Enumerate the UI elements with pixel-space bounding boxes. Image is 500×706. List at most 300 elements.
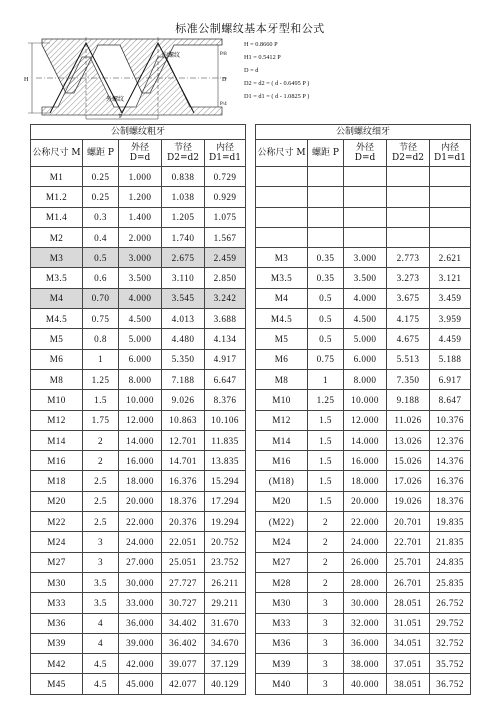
cell-pitch: 0.5 xyxy=(308,329,344,349)
cell-size xyxy=(256,227,308,247)
cell-minor-dia: 19.294 xyxy=(205,512,246,532)
cell-pitch: 1.5 xyxy=(83,390,119,410)
table-row xyxy=(31,471,246,491)
cell-minor-dia: 20.752 xyxy=(205,532,246,552)
cell-minor-dia: 16.376 xyxy=(430,471,471,491)
cell-pitch xyxy=(308,167,344,187)
cell-pitch-dia: 11.026 xyxy=(387,410,430,430)
cell-major-dia: 42.000 xyxy=(119,654,162,674)
cell-pitch: 3.5 xyxy=(83,593,119,613)
cell-size: M8 xyxy=(256,369,308,389)
cell-size: M28 xyxy=(256,572,308,592)
cell-pitch: 1.75 xyxy=(83,410,119,430)
cell-pitch: 1.25 xyxy=(83,369,119,389)
cell-pitch-dia: 7.188 xyxy=(162,369,205,389)
table-row xyxy=(31,369,246,389)
cell-major-dia: 26.000 xyxy=(344,552,387,572)
diagram-label-external: 外螺纹 xyxy=(106,96,125,103)
thread-profile-diagram xyxy=(22,35,237,121)
cell-pitch-dia: 4.480 xyxy=(162,329,205,349)
cell-major-dia: 32.000 xyxy=(344,613,387,633)
table-row xyxy=(31,187,246,207)
header-line: 外径 xyxy=(355,142,374,153)
cell-minor-dia: 12.376 xyxy=(430,430,471,450)
cell-major-dia xyxy=(344,227,387,247)
cell-pitch: 2 xyxy=(308,552,344,572)
cell-major-dia: 28.000 xyxy=(344,572,387,592)
formula-d: D = d xyxy=(244,67,259,74)
table-row xyxy=(256,410,471,430)
table-row xyxy=(256,572,471,592)
cell-pitch: 0.25 xyxy=(83,187,119,207)
cell-pitch-dia xyxy=(387,227,430,247)
cell-size: M27 xyxy=(31,552,83,572)
cell-size: M3 xyxy=(256,248,308,268)
cell-major-dia: 4.500 xyxy=(119,309,162,329)
cell-size: M42 xyxy=(31,654,83,674)
cell-minor-dia: 10.376 xyxy=(430,410,471,430)
cell-minor-dia: 40.129 xyxy=(205,674,246,694)
cell-pitch: 1 xyxy=(83,349,119,369)
cell-major-dia: 45.000 xyxy=(119,674,162,694)
table-row xyxy=(31,532,246,552)
diagram-label-d: D xyxy=(222,77,227,83)
cell-major-dia xyxy=(344,207,387,227)
cell-pitch: 1.5 xyxy=(308,471,344,491)
cell-pitch-dia: 25.051 xyxy=(162,552,205,572)
cell-pitch-dia: 13.026 xyxy=(387,430,430,450)
cell-size: (M22) xyxy=(256,512,308,532)
header-line: 内径 xyxy=(441,142,460,153)
cell-major-dia xyxy=(344,187,387,207)
table-row xyxy=(31,268,246,288)
cell-pitch: 3 xyxy=(308,633,344,653)
diagram-label-p8: P/8 xyxy=(220,52,227,57)
cell-minor-dia: 14.376 xyxy=(430,451,471,471)
cell-major-dia: 10.000 xyxy=(119,390,162,410)
cell-pitch: 4 xyxy=(83,613,119,633)
cell-pitch-dia xyxy=(387,167,430,187)
cell-size: M6 xyxy=(256,349,308,369)
cell-size: M27 xyxy=(256,552,308,572)
cell-major-dia: 24.000 xyxy=(344,532,387,552)
cell-pitch-dia: 20.376 xyxy=(162,512,205,532)
table-row xyxy=(31,207,246,227)
cell-minor-dia: 29.211 xyxy=(205,593,246,613)
cell-pitch: 0.5 xyxy=(308,309,344,329)
cell-pitch-dia: 5.513 xyxy=(387,349,430,369)
cell-size: M36 xyxy=(256,633,308,653)
cell-size: M4 xyxy=(31,288,83,308)
cell-pitch: 3 xyxy=(83,552,119,572)
cell-pitch: 3.5 xyxy=(83,572,119,592)
cell-pitch-dia: 38.051 xyxy=(387,674,430,694)
cell-minor-dia: 0.929 xyxy=(205,187,246,207)
cell-major-dia: 18.000 xyxy=(344,471,387,491)
cell-pitch-dia: 36.402 xyxy=(162,633,205,653)
cell-minor-dia: 36.752 xyxy=(430,674,471,694)
cell-size: M5 xyxy=(256,329,308,349)
cell-minor-dia: 5.188 xyxy=(430,349,471,369)
cell-pitch-dia: 26.701 xyxy=(387,572,430,592)
table-row xyxy=(31,349,246,369)
cell-major-dia: 12.000 xyxy=(344,410,387,430)
cell-pitch: 0.5 xyxy=(83,248,119,268)
diagram-label-h: H xyxy=(24,77,29,83)
cell-major-dia xyxy=(344,167,387,187)
table-row xyxy=(31,613,246,633)
cell-pitch: 0.3 xyxy=(83,207,119,227)
cell-minor-dia xyxy=(430,207,471,227)
cell-pitch-dia: 7.350 xyxy=(387,369,430,389)
header-line: D=d xyxy=(129,153,151,163)
cell-pitch-dia: 16.376 xyxy=(162,471,205,491)
cell-size: M12 xyxy=(31,410,83,430)
cell-minor-dia xyxy=(430,227,471,247)
cell-pitch-dia xyxy=(387,187,430,207)
cell-pitch-dia: 1.740 xyxy=(162,227,205,247)
cell-size: M4.5 xyxy=(31,309,83,329)
cell-pitch: 3 xyxy=(308,613,344,633)
cell-pitch: 2.5 xyxy=(83,471,119,491)
cell-size: M24 xyxy=(31,532,83,552)
cell-size: M36 xyxy=(31,613,83,633)
cell-minor-dia: 19.835 xyxy=(430,512,471,532)
cell-pitch: 0.5 xyxy=(308,288,344,308)
cell-major-dia: 12.000 xyxy=(119,410,162,430)
fine-table-caption: 公制螺纹细牙 xyxy=(256,125,471,140)
col-header-size: 公称尺寸 M xyxy=(31,140,83,167)
cell-size xyxy=(256,207,308,227)
cell-minor-dia: 3.688 xyxy=(205,309,246,329)
cell-minor-dia: 26.752 xyxy=(430,593,471,613)
cell-minor-dia: 11.835 xyxy=(205,430,246,450)
cell-pitch: 1.5 xyxy=(308,410,344,430)
cell-pitch xyxy=(308,207,344,227)
header-line: D1=d1 xyxy=(209,153,241,163)
cell-pitch: 2.5 xyxy=(83,491,119,511)
cell-minor-dia: 3.959 xyxy=(430,309,471,329)
cell-pitch-dia: 28.051 xyxy=(387,593,430,613)
diagram-label-p4: P/4 xyxy=(220,102,227,107)
cell-size: M3.5 xyxy=(256,268,308,288)
cell-pitch-dia: 1.205 xyxy=(162,207,205,227)
table-row xyxy=(256,593,471,613)
cell-minor-dia: 8.647 xyxy=(430,390,471,410)
cell-minor-dia: 29.752 xyxy=(430,613,471,633)
cell-major-dia: 4.000 xyxy=(119,288,162,308)
table-row xyxy=(256,654,471,674)
cell-pitch-dia: 10.863 xyxy=(162,410,205,430)
cell-minor-dia: 3.121 xyxy=(430,268,471,288)
cell-major-dia: 22.000 xyxy=(344,512,387,532)
table-row xyxy=(31,674,246,694)
cell-pitch-dia: 9.026 xyxy=(162,390,205,410)
cell-pitch-dia: 25.701 xyxy=(387,552,430,572)
cell-major-dia: 40.000 xyxy=(344,674,387,694)
cell-pitch-dia: 19.026 xyxy=(387,491,430,511)
cell-size: M45 xyxy=(31,674,83,694)
cell-minor-dia: 15.294 xyxy=(205,471,246,491)
cell-size: M40 xyxy=(256,674,308,694)
cell-major-dia: 5.000 xyxy=(344,329,387,349)
cell-minor-dia: 24.835 xyxy=(430,552,471,572)
cell-major-dia: 3.500 xyxy=(344,268,387,288)
cell-pitch-dia: 37.051 xyxy=(387,654,430,674)
table-row xyxy=(256,674,471,694)
cell-minor-dia: 6.647 xyxy=(205,369,246,389)
table-row xyxy=(31,227,246,247)
cell-pitch-dia: 12.701 xyxy=(162,430,205,450)
cell-pitch xyxy=(308,187,344,207)
cell-pitch: 2 xyxy=(308,572,344,592)
cell-minor-dia: 4.917 xyxy=(205,349,246,369)
cell-pitch: 3 xyxy=(308,593,344,613)
cell-pitch-dia: 15.026 xyxy=(387,451,430,471)
cell-pitch: 2 xyxy=(83,430,119,450)
cell-major-dia: 10.000 xyxy=(344,390,387,410)
table-row xyxy=(256,349,471,369)
table-row xyxy=(256,329,471,349)
header-line: D2=d2 xyxy=(167,153,199,163)
cell-minor-dia: 13.835 xyxy=(205,451,246,471)
cell-size: M18 xyxy=(31,471,83,491)
cell-pitch: 0.75 xyxy=(308,349,344,369)
cell-size: M5 xyxy=(31,329,83,349)
cell-minor-dia xyxy=(430,187,471,207)
cell-major-dia: 24.000 xyxy=(119,532,162,552)
formula-d2: D2 = d2 = ( d - 0.6495 P ) xyxy=(244,80,310,87)
cell-major-dia: 1.400 xyxy=(119,207,162,227)
cell-size: M4 xyxy=(256,288,308,308)
cell-major-dia: 36.000 xyxy=(344,633,387,653)
diagram-label-internal: 内螺纹 xyxy=(162,52,181,59)
cell-pitch: 2 xyxy=(308,512,344,532)
cell-size: M8 xyxy=(31,369,83,389)
cell-major-dia: 5.000 xyxy=(119,329,162,349)
table-row xyxy=(256,227,471,247)
cell-size: M24 xyxy=(256,532,308,552)
cell-pitch-dia: 4.675 xyxy=(387,329,430,349)
cell-size: M1.4 xyxy=(31,207,83,227)
cell-size: M3 xyxy=(31,248,83,268)
table-row xyxy=(256,532,471,552)
table-row xyxy=(256,369,471,389)
cell-size: M33 xyxy=(256,613,308,633)
cell-pitch: 0.75 xyxy=(83,309,119,329)
col-header-major-dia xyxy=(119,140,162,167)
col-header-pitch-dia xyxy=(162,140,205,167)
cell-pitch-dia: 5.350 xyxy=(162,349,205,369)
cell-major-dia: 3.500 xyxy=(119,268,162,288)
cell-minor-dia: 10.106 xyxy=(205,410,246,430)
cell-major-dia: 8.000 xyxy=(119,369,162,389)
cell-minor-dia: 26.211 xyxy=(205,572,246,592)
cell-pitch: 2 xyxy=(308,532,344,552)
cell-minor-dia: 31.670 xyxy=(205,613,246,633)
cell-major-dia: 20.000 xyxy=(119,491,162,511)
header-line: D1=d1 xyxy=(434,153,466,163)
cell-major-dia: 18.000 xyxy=(119,471,162,491)
cell-pitch: 1 xyxy=(308,369,344,389)
cell-minor-dia: 3.459 xyxy=(430,288,471,308)
table-row xyxy=(31,512,246,532)
table-row xyxy=(256,491,471,511)
formula-h1: H1 = 0.5412 P xyxy=(244,54,281,61)
cell-size: M12 xyxy=(256,410,308,430)
cell-pitch: 2 xyxy=(83,451,119,471)
cell-size: M30 xyxy=(256,593,308,613)
cell-minor-dia: 23.752 xyxy=(205,552,246,572)
table-row xyxy=(31,309,246,329)
cell-pitch-dia: 22.701 xyxy=(387,532,430,552)
cell-pitch-dia xyxy=(387,207,430,227)
cell-pitch-dia: 0.838 xyxy=(162,167,205,187)
cell-pitch-dia: 34.402 xyxy=(162,613,205,633)
cell-major-dia: 4.500 xyxy=(344,309,387,329)
cell-pitch-dia: 34.051 xyxy=(387,633,430,653)
cell-minor-dia: 2.850 xyxy=(205,268,246,288)
cell-size: M14 xyxy=(31,430,83,450)
cell-major-dia: 16.000 xyxy=(344,451,387,471)
cell-pitch: 0.8 xyxy=(83,329,119,349)
col-header-major-dia xyxy=(344,140,387,167)
cell-size xyxy=(256,167,308,187)
cell-major-dia: 39.000 xyxy=(119,633,162,653)
table-row xyxy=(31,451,246,471)
table-row xyxy=(31,288,246,308)
cell-size: M14 xyxy=(256,430,308,450)
cell-pitch: 1.5 xyxy=(308,451,344,471)
table-row xyxy=(256,288,471,308)
header-line: 外径 xyxy=(130,142,149,153)
cell-minor-dia xyxy=(430,167,471,187)
cell-minor-dia: 4.134 xyxy=(205,329,246,349)
cell-pitch: 0.6 xyxy=(83,268,119,288)
table-row xyxy=(256,309,471,329)
cell-pitch-dia: 20.701 xyxy=(387,512,430,532)
cell-size: M33 xyxy=(31,593,83,613)
col-header-size: 公称尺寸 M xyxy=(256,140,308,167)
cell-minor-dia: 34.670 xyxy=(205,633,246,653)
cell-major-dia: 30.000 xyxy=(344,593,387,613)
header-line: D=d xyxy=(354,153,376,163)
cell-pitch-dia: 22.051 xyxy=(162,532,205,552)
header-line: 节径 xyxy=(173,142,192,153)
cell-minor-dia: 35.752 xyxy=(430,654,471,674)
table-row xyxy=(31,167,246,187)
cell-pitch: 4.5 xyxy=(83,674,119,694)
col-header-minor-dia xyxy=(430,140,471,167)
cell-pitch: 1.5 xyxy=(308,491,344,511)
cell-minor-dia: 3.242 xyxy=(205,288,246,308)
cell-pitch-dia: 1.038 xyxy=(162,187,205,207)
cell-size xyxy=(256,187,308,207)
cell-major-dia: 3.000 xyxy=(344,248,387,268)
table-row xyxy=(31,248,246,268)
table-row xyxy=(31,593,246,613)
cell-minor-dia: 32.752 xyxy=(430,633,471,653)
cell-size: M1.2 xyxy=(31,187,83,207)
cell-pitch-dia: 17.026 xyxy=(387,471,430,491)
cell-pitch-dia: 3.110 xyxy=(162,268,205,288)
cell-size: M1 xyxy=(31,167,83,187)
cell-pitch-dia: 42.077 xyxy=(162,674,205,694)
coarse-thread-table xyxy=(30,124,246,695)
cell-pitch xyxy=(308,227,344,247)
cell-size: M10 xyxy=(31,390,83,410)
cell-pitch: 0.70 xyxy=(83,288,119,308)
cell-pitch: 3 xyxy=(83,532,119,552)
table-row xyxy=(256,552,471,572)
cell-major-dia: 14.000 xyxy=(119,430,162,450)
cell-minor-dia: 4.459 xyxy=(430,329,471,349)
table-row xyxy=(256,633,471,653)
cell-major-dia: 6.000 xyxy=(344,349,387,369)
cell-pitch-dia: 31.051 xyxy=(387,613,430,633)
table-row xyxy=(31,552,246,572)
table-row xyxy=(256,471,471,491)
table-row xyxy=(256,248,471,268)
cell-major-dia: 14.000 xyxy=(344,430,387,450)
cell-pitch: 3 xyxy=(308,654,344,674)
table-row xyxy=(256,430,471,450)
table-row xyxy=(256,451,471,471)
table-row xyxy=(31,572,246,592)
cell-major-dia: 2.000 xyxy=(119,227,162,247)
formula-h: H = 0.8660 P xyxy=(244,41,278,48)
table-row xyxy=(256,167,471,187)
cell-minor-dia: 21.835 xyxy=(430,532,471,552)
table-row xyxy=(31,410,246,430)
cell-minor-dia: 18.376 xyxy=(430,491,471,511)
cell-pitch: 0.35 xyxy=(308,248,344,268)
header-line: 内径 xyxy=(216,142,235,153)
cell-size: M22 xyxy=(31,512,83,532)
cell-size: M39 xyxy=(31,633,83,653)
cell-minor-dia: 2.621 xyxy=(430,248,471,268)
cell-minor-dia: 0.729 xyxy=(205,167,246,187)
cell-pitch: 1.5 xyxy=(308,430,344,450)
coarse-table-caption: 公制螺纹粗牙 xyxy=(31,125,246,140)
table-row xyxy=(256,512,471,532)
cell-size: M30 xyxy=(31,572,83,592)
table-row xyxy=(256,187,471,207)
table-row xyxy=(256,390,471,410)
cell-major-dia: 3.000 xyxy=(119,248,162,268)
cell-pitch: 4.5 xyxy=(83,654,119,674)
cell-size: M20 xyxy=(31,491,83,511)
cell-major-dia: 36.000 xyxy=(119,613,162,633)
formula-d1: D1 = d1 = ( d - 1.0825 P ) xyxy=(244,93,310,100)
cell-pitch-dia: 27.727 xyxy=(162,572,205,592)
cell-major-dia: 33.000 xyxy=(119,593,162,613)
table-row xyxy=(31,491,246,511)
cell-size: M2 xyxy=(31,227,83,247)
formula-list xyxy=(244,38,309,103)
table-row xyxy=(31,390,246,410)
table-row xyxy=(256,207,471,227)
cell-pitch-dia: 3.675 xyxy=(387,288,430,308)
cell-major-dia: 38.000 xyxy=(344,654,387,674)
cell-pitch-dia: 2.675 xyxy=(162,248,205,268)
cell-minor-dia: 2.459 xyxy=(205,248,246,268)
col-header-pitch-dia xyxy=(387,140,430,167)
cell-minor-dia: 1.075 xyxy=(205,207,246,227)
cell-pitch: 0.4 xyxy=(83,227,119,247)
col-header-pitch: 螺距 P xyxy=(83,140,119,167)
cell-pitch-dia: 18.376 xyxy=(162,491,205,511)
